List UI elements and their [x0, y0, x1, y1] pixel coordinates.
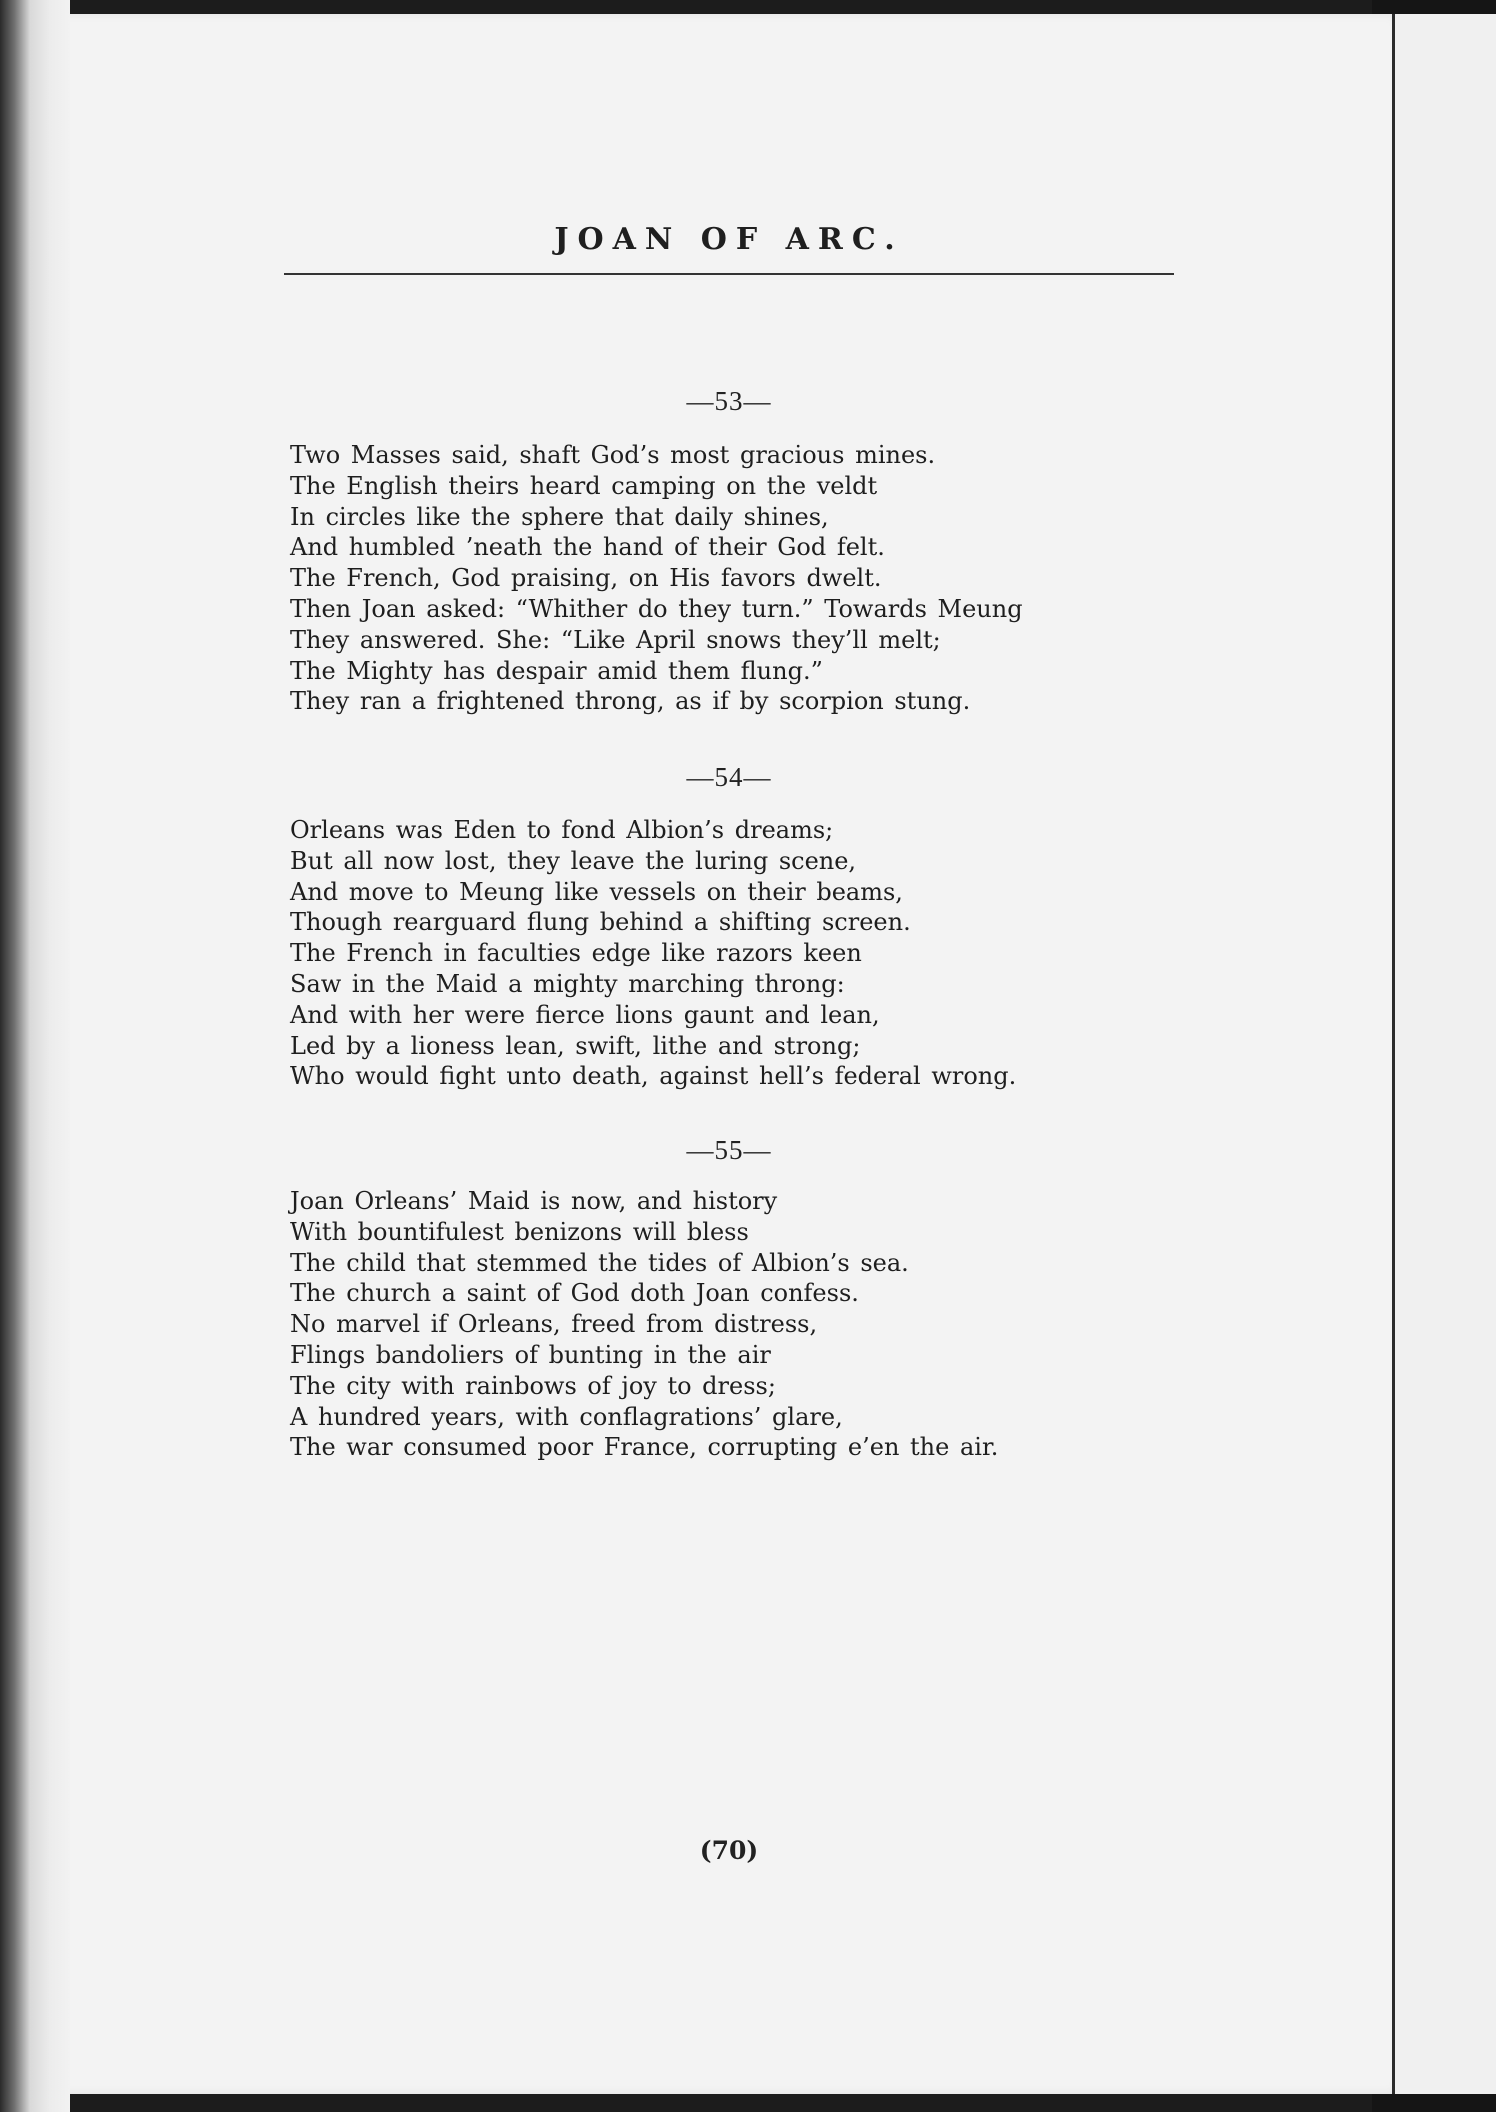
- page-number: (70): [699, 1836, 759, 1865]
- stanza-55: [290, 1186, 1190, 1463]
- verse-line: Flings bandoliers of bunting in the air: [290, 1340, 771, 1369]
- verse-line: The church a saint of God doth Joan confess.: [290, 1279, 859, 1308]
- verse-line: Led by a lioness lean, swift, lithe and strong;: [290, 1031, 861, 1060]
- stanza-number: —55—: [686, 1135, 772, 1165]
- verse-line: In circles like the sphere that daily shines,: [290, 502, 829, 531]
- header-rule: [284, 273, 1174, 275]
- verse-line: The war consumed poor France, corrupting e’en the air.: [290, 1433, 999, 1462]
- running-head: JOAN OF ARC.: [554, 222, 904, 257]
- verse-line: Two Masses said, shaft God’s most gracious mines.: [290, 441, 936, 469]
- stanza-number: —54—: [686, 762, 772, 792]
- verse-line: The city with rainbows of joy to dress;: [290, 1371, 776, 1400]
- verse-line: The French in faculties edge like razors keen: [290, 939, 862, 968]
- facing-page-edge: [1392, 14, 1496, 2094]
- verse-line: With bountifulest benizons will bless: [290, 1217, 749, 1246]
- verse-line: Saw in the Maid a mighty marching throng:: [290, 969, 845, 998]
- verse-line: No marvel if Orleans, freed from distress,: [290, 1310, 818, 1339]
- verse-line: The Mighty has despair amid them flung.”: [290, 656, 823, 685]
- verse-line: And move to Meung like vessels on their beams,: [290, 877, 903, 906]
- verse-line: Joan Orleans’ Maid is now, and history: [290, 1187, 778, 1215]
- verse-line: They ran a frightened throng, as if by scorpion stung.: [290, 687, 971, 716]
- verse-line: Though rearguard flung behind a shifting screen.: [290, 908, 911, 937]
- stanza-53: [290, 440, 1190, 717]
- stanza-number: —53—: [686, 386, 772, 416]
- page-stack-edge: [0, 0, 70, 2112]
- verse-line: Then Joan asked: “Whither do they turn.” Towards Meung: [290, 594, 1023, 623]
- verse-line: The French, God praising, on His favors dwelt.: [290, 564, 882, 593]
- verse-line: Orleans was Eden to fond Albion’s dreams;: [290, 816, 834, 844]
- verse-line: A hundred years, with conflagrations’ glare,: [290, 1402, 843, 1431]
- stanza-54: [290, 815, 1190, 1092]
- verse-line: The child that stemmed the tides of Albion’s sea.: [290, 1248, 909, 1277]
- verse-line: The English theirs heard camping on the veldt: [290, 471, 878, 500]
- verse-line: And with her were fierce lions gaunt and lean,: [290, 1000, 880, 1029]
- verse-line: But all now lost, they leave the luring scene,: [290, 846, 857, 875]
- verse-line: They answered. She: “Like April snows they’ll melt;: [290, 625, 941, 654]
- verse-line: And humbled ’neath the hand of their God felt.: [290, 533, 885, 562]
- verse-line: Who would fight unto death, against hell’s federal wrong.: [290, 1062, 1017, 1091]
